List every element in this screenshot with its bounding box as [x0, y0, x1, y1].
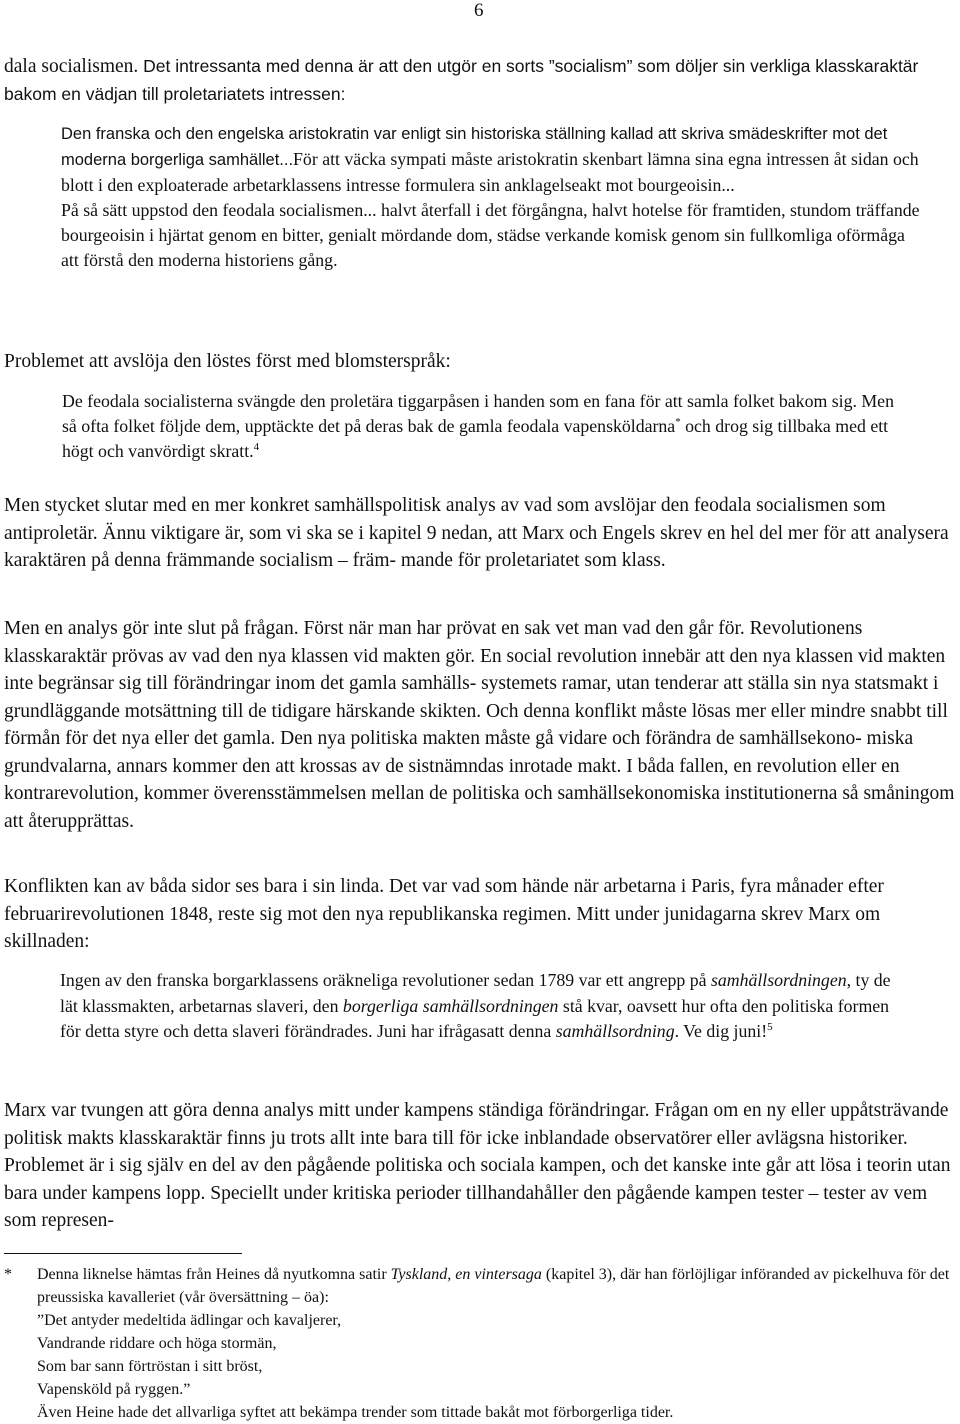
quote1-line2: För att väcka sympati måste aristokratin skenbart lämna sina egna intressen åt sidan och blott i den exploaterade arbetarklassens intresse formulera sin anklagelseakt mot bourgeoisin...: [61, 149, 919, 195]
quote3-italic1: samhällsordningen: [710, 970, 847, 990]
footnote-title: Tyskland, en vintersaga: [390, 1266, 542, 1283]
quote1-line1: Den franska och den engelska aristokratin var enligt sin historiska ställning kallad att skriva smädeskrifter mot det moderna borgerliga samhället...: [61, 125, 888, 169]
quote2-star: *: [675, 416, 681, 428]
paragraph-flower-language: Problemet att avslöja den löstes först med blomsterspråk:: [4, 351, 451, 372]
footnote-last: Även Heine hade det allvarliga syftet att bekämpa trender som tittade bakåt mot förborgerliga tider.: [37, 1404, 674, 1421]
footnote-text1: Denna liknelse hämtas från Heines då nyutkomna satir: [37, 1266, 391, 1283]
verse-line-2: Vandrande riddare och höga stormän,: [37, 1335, 277, 1352]
footnote-mark: *: [4, 1266, 12, 1283]
intro-rest: Det intressanta med denna är att den utgör en sorts ”socialism” som döljer sin verkliga klasskaraktär bakom en vädjan till proletariatets intressen:: [4, 56, 919, 104]
verse-line-4: Vapensköld på ryggen.”: [37, 1381, 191, 1398]
verse-line-3: Som bar sann förtröstan i sitt bröst,: [37, 1358, 263, 1375]
quote2-part1: De feodala socialisterna svängde den proletära tiggarpåsen i handen som en fana för att samla folket bakom sig.: [62, 391, 862, 411]
quote3-italic2: borgerliga samhällsordningen: [342, 995, 559, 1016]
quote1-line3: På så sätt uppstod den feodala socialismen...: [61, 200, 377, 220]
block-quote-june: [60, 968, 910, 1045]
paragraph-revolution: Men en analys gör inte slut på frågan. Först när man har prövat en sak vet man vad den går för. Revolutionens klasskaraktär prövas av vad den nya klassen vid makten gör. En social revolution innebär att den nya klassen vid makten inte begränsar sig till förändringar inom det gamla samhälls- systemets ramar, utan tenderar att ställa sin nya statsmakt i grundläggande motsättning till de tidigare härskande skikten. Och denna konflikt måste lösas mer eller mindre snabbt till förmån för det nya eller det gamla. Den nya politiska makten måste gå vidare och förändra de samhällsekono- miska grundvalarna, annars kommer den att krossas av de sistnämndas inrotade makt. I båda fallen, en revolution eller en kontrarevolution, kommer överensstämmelsen mellan de politiska och samhällsekonomiska institutionerna så småningom att återupprättas.: [4, 618, 955, 832]
quote3-italic3: samhällsordning: [555, 1021, 675, 1041]
paragraph-intro: [4, 53, 956, 108]
footnote: [4, 1263, 956, 1424]
footnote-body: [37, 1263, 956, 1424]
paragraph-marx-analysis: Marx var tvungen att göra denna analys mitt under kampens ständiga förändringar. Frågan om en ny eller uppåtsträvande politisk makts klasskaraktär finns ju trots allt inte bara till för icke inblandade observatörer eller avlägsna historiker. Problemet är i sig själv en del av den pågående politiska och sociala kampen, och det kanske inte går att lösa i teorin utan bara under kampens lopp. Speciellt under kritiska perioder tillhandahåller den pågående kampen tester – tester av vem som represen-: [4, 1100, 951, 1231]
footnote-ref-4: 4: [253, 441, 260, 453]
paragraph-analysis: Men stycket slutar med en mer konkret samhällspolitisk analys av vad som avslöjar den feodala socialismen som antiproletär. Ännu viktigare är, som vi ska se i kapitel 9 nedan, att Marx och Engels skrev en hel del mer för att analysera karaktären på denna främmande socialism – främ- mande för proletariatet som klass.: [4, 495, 949, 571]
quote3-part4: . Ve dig juni!: [674, 1021, 768, 1041]
quote1-line4: halvt återfall i det förgångna, halvt hotelse för framtiden, stundom träffande bourgeoisin i hjärtat genom en bitter, genialt mördande dom, städse verkande komisk genom sin fullkomliga oförmåga att förstå den moderna historiens gång.: [61, 200, 920, 270]
footnote-divider: [4, 1253, 242, 1254]
block-quote-feudal: [61, 121, 921, 273]
verse-line-1: ”Det antyder medeltida ädlingar och kavaljerer,: [37, 1312, 342, 1329]
page-number: 6: [474, 0, 484, 21]
quote2-part2: Men så ofta folket följde dem, upptäckte det på deras bak de gamla feodala vapensköldarna: [62, 391, 894, 436]
quote2-part3: och drog sig tillbaka med ett högt och vanvördigt skratt.: [62, 416, 889, 461]
quote3-part1: Ingen av den franska borgarklassens oräkneliga revolutioner sedan 1789 var ett angrepp på: [60, 970, 711, 990]
footnote-ref-5: 5: [767, 1021, 773, 1033]
footnote-text2: (kapitel 3), där han förlöjligar införanded av pickelhuva för det preussiska kavalleriet (vår översättning – öa):: [37, 1266, 950, 1306]
paragraph-conflict: Konflikten kan av båda sidor ses bara i sin linda. Det var vad som hände när arbetarna i Paris, fyra månader efter februarirevolutionen 1848, reste sig mot den nya republikanska regimen. Mitt under junidagarna skrev Marx om skillnaden:: [4, 876, 884, 952]
intro-lead: dala socialismen.: [4, 56, 144, 77]
quote3-part2: , ty de lät klassmakten, arbetarnas slaveri, den: [60, 970, 891, 1016]
quote3-part3: stå kvar, oavsett hur ofta den politiska formen för detta styre och detta slaveri förändrades. Juni har ifrågasatt denna: [60, 995, 890, 1041]
block-quote-beggars-bag: [62, 389, 902, 464]
